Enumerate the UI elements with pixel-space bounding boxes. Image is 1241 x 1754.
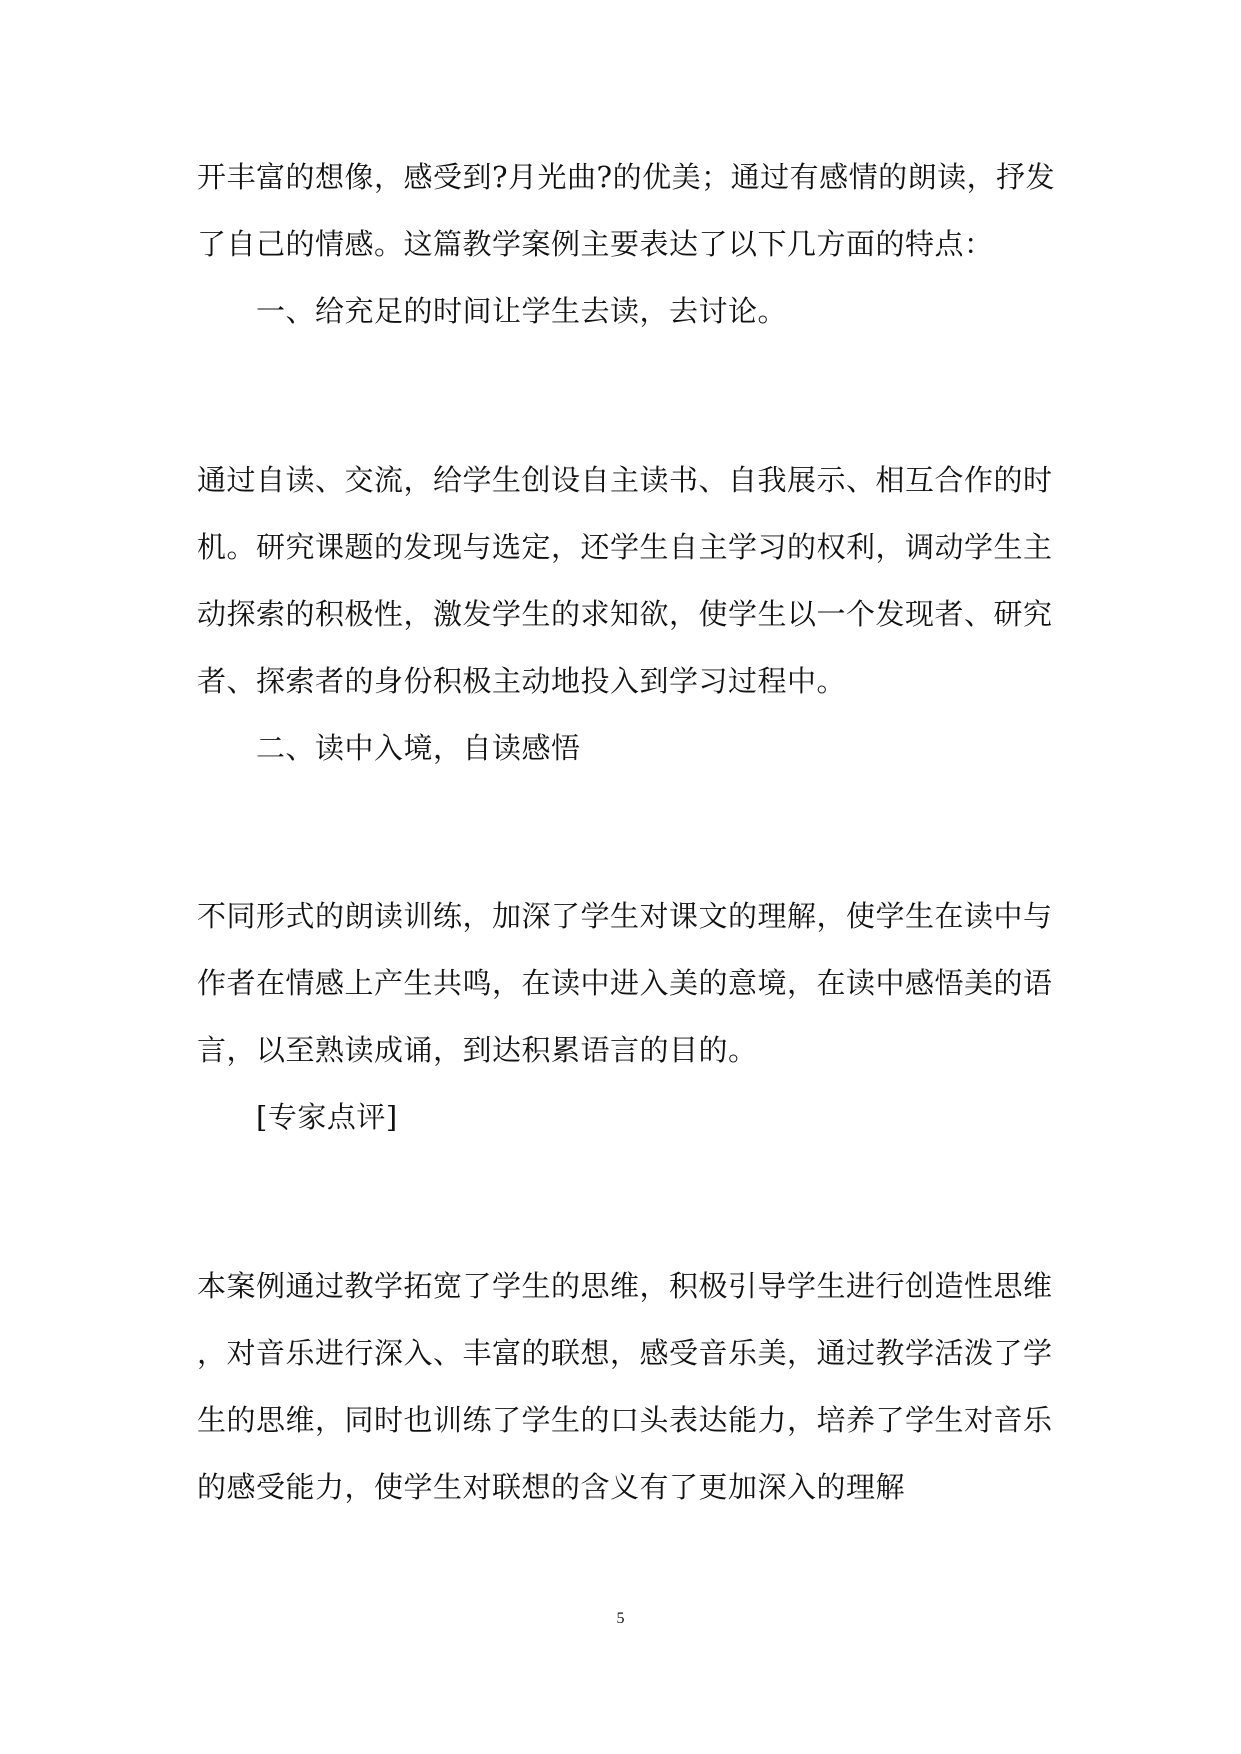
- text-line: 了自己的情感。这篇教学案例主要表达了以下几方面的特点：: [197, 227, 994, 261]
- text-line: 机。研究课题的发现与选定，还学生自主学习的权利，调动学生主: [197, 530, 1053, 564]
- page-number: 5: [616, 1610, 625, 1627]
- text-line: 生的思维，同时也训练了学生的口头表达能力，培养了学生对音乐: [197, 1403, 1053, 1437]
- section-heading: 一、给充足的时间让学生去读，去讨论。: [256, 294, 788, 328]
- text-line: 不同形式的朗读训练，加深了学生对课文的理解，使学生在读中与: [197, 899, 1053, 933]
- text-line: 者、探索者的身份积极主动地投入到学习过程中。: [197, 664, 847, 698]
- text-line: 动探索的积极性，激发学生的求知欲，使学生以一个发现者、研究: [197, 597, 1053, 631]
- section-heading: [专家点评]: [256, 1100, 398, 1134]
- text-line: ，对音乐进行深入、丰富的联想，感受音乐美，通过教学活泼了学: [197, 1336, 1053, 1370]
- text-line: 作者在情感上产生共鸣，在读中进入美的意境，在读中感悟美的语: [197, 966, 1053, 1000]
- text-line: 言，以至熟读成诵，到达积累语言的目的。: [197, 1033, 758, 1067]
- text-line: 通过自读、交流，给学生创设自主读书、自我展示、相互合作的时: [197, 463, 1053, 497]
- text-line: 开丰富的想像，感受到?月光曲?的优美；通过有感情的朗读，抒发: [197, 160, 1056, 194]
- section-heading: 二、读中入境，自读感悟: [256, 731, 581, 765]
- text-line: 的感受能力，使学生对联想的含义有了更加深入的理解: [197, 1470, 906, 1504]
- text-line: 本案例通过教学拓宽了学生的思维，积极引导学生进行创造性思维: [197, 1269, 1053, 1303]
